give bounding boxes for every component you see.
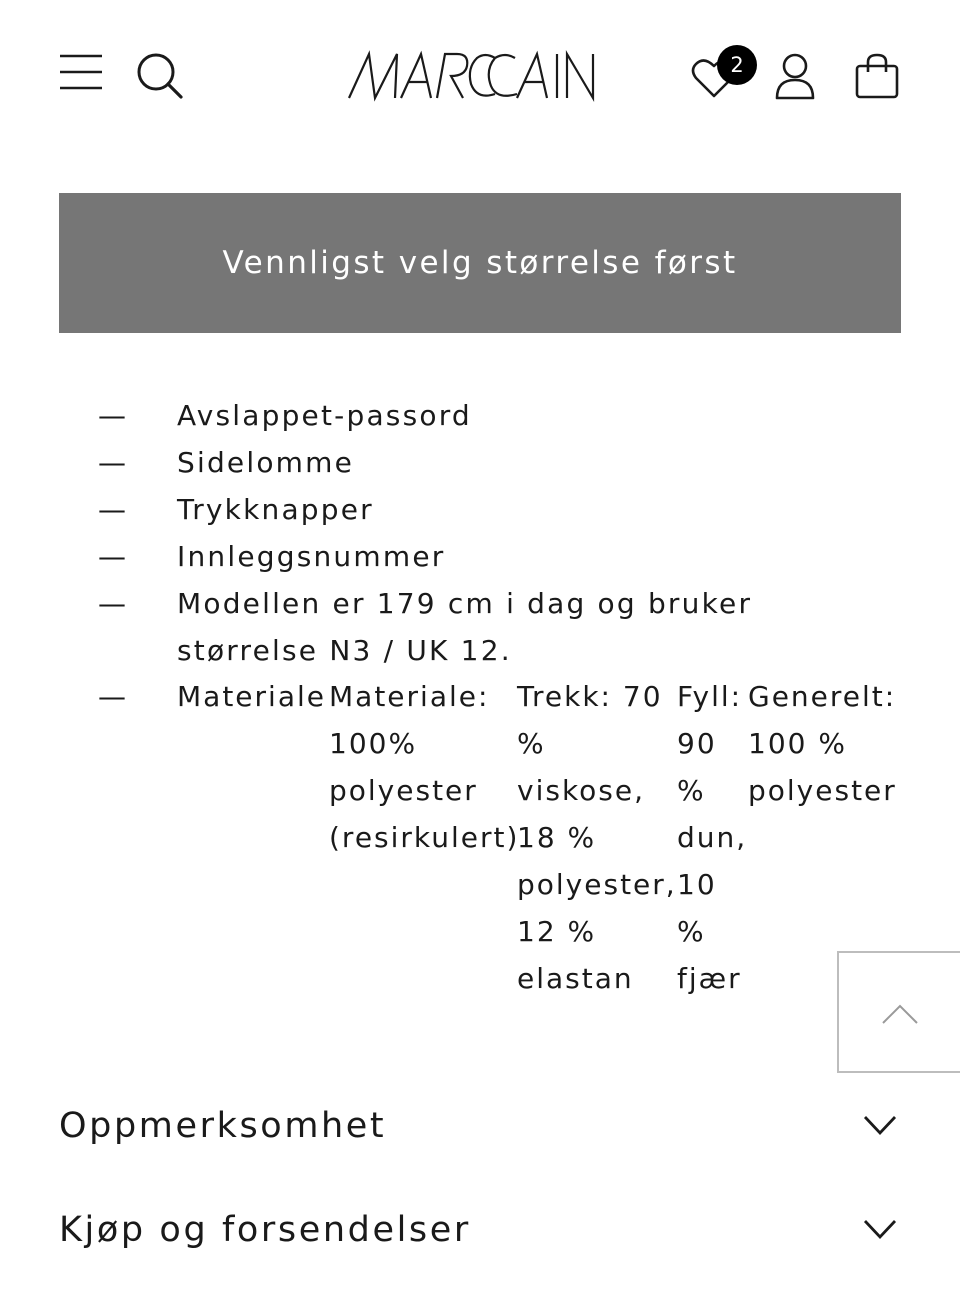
list-dash: —: [98, 493, 129, 526]
list-dash: —: [98, 587, 129, 620]
account-icon[interactable]: [774, 52, 816, 100]
material-column-outer: [329, 673, 519, 861]
accordion-label: Kjøp og forsendelser: [59, 1210, 471, 1250]
chevron-down-icon: [863, 1113, 897, 1137]
material-text: 10: [677, 868, 717, 901]
material-composition: [0, 673, 960, 1033]
material-text: %: [677, 915, 706, 948]
feature-text: Trykknapper: [177, 493, 374, 526]
material-text: elastan: [517, 962, 634, 995]
material-text: Trekk: 70: [517, 680, 663, 713]
site-header: [0, 0, 960, 150]
list-dash: —: [98, 399, 129, 432]
material-text: dun,: [677, 821, 748, 854]
list-dash: —: [98, 446, 129, 479]
feature-text: Sidelomme: [177, 446, 355, 479]
select-size-button[interactable]: Vennligst velg størrelse først: [59, 193, 901, 333]
feature-item: [0, 392, 960, 439]
product-features-list: [0, 392, 960, 674]
feature-item: [0, 439, 960, 486]
accordion-oppmerksomhet[interactable]: [59, 1091, 901, 1161]
material-text: 90: [677, 727, 717, 760]
wishlist-count-badge: 2: [717, 45, 757, 85]
material-text: 18 %: [517, 821, 597, 854]
chevron-down-icon: [863, 1217, 897, 1241]
feature-text: Avslappet-passord: [177, 399, 472, 432]
feature-text: Innleggsnummer: [177, 540, 446, 573]
material-text: polyester,: [517, 868, 677, 901]
accordion-kjop-og-forsendelser[interactable]: [59, 1195, 901, 1265]
material-text: 12 %: [517, 915, 597, 948]
shopping-bag-icon[interactable]: [854, 52, 900, 100]
feature-item: [0, 533, 960, 580]
search-icon[interactable]: [136, 52, 184, 100]
material-text: polyester: [329, 774, 478, 807]
back-to-top-button[interactable]: [837, 951, 960, 1073]
material-text: fjær: [677, 962, 742, 995]
material-text: Materiale:: [329, 680, 490, 713]
material-text: Generelt:: [748, 680, 897, 713]
list-dash: —: [98, 680, 128, 713]
material-text: Materiale: [177, 680, 326, 713]
list-dash: —: [98, 540, 129, 573]
menu-icon[interactable]: [58, 52, 104, 92]
material-column-general: [748, 673, 897, 814]
material-column-cover: [517, 673, 677, 1002]
feature-text: Modellen er 179 cm i dag og bruker størrelse N3 / UK 12.: [177, 587, 753, 667]
material-text: 100 %: [748, 727, 847, 760]
chevron-up-icon: [881, 1003, 919, 1025]
feature-item: [0, 486, 960, 533]
material-text: %: [677, 774, 706, 807]
material-column-filling: [677, 673, 747, 1002]
feature-item: [0, 580, 960, 674]
material-text: polyester: [748, 774, 897, 807]
material-text: viskose,: [517, 774, 645, 807]
material-text: %: [517, 727, 546, 760]
material-text: (resirkulert): [329, 821, 520, 854]
brand-logo[interactable]: [345, 48, 600, 104]
material-text: 100%: [329, 727, 418, 760]
material-text: Fyll:: [677, 680, 743, 713]
accordion-label: Oppmerksomhet: [59, 1106, 387, 1146]
material-label: [177, 673, 326, 720]
